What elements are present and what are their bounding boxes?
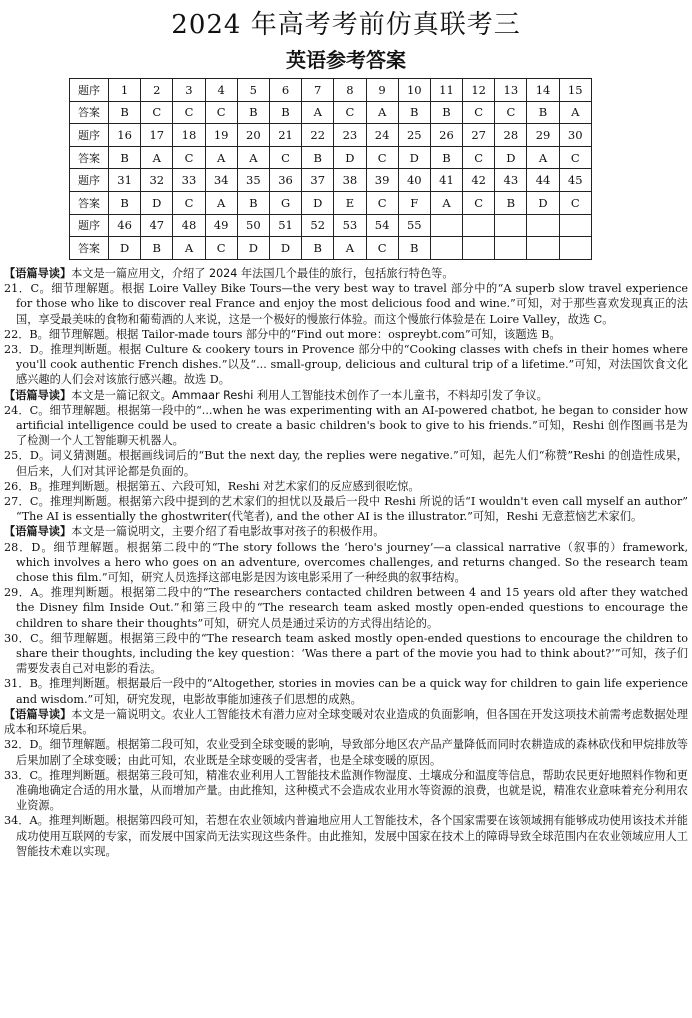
answer-cell: B: [430, 146, 462, 169]
question-number-cell: 29: [527, 124, 559, 147]
question-number-cell: 27: [463, 124, 495, 147]
answer-cell: [495, 237, 527, 260]
question-number-cell: 24: [366, 124, 398, 147]
question-number-cell: 33: [173, 169, 205, 192]
answer-cell: C: [366, 146, 398, 169]
question-number-cell: 10: [398, 79, 430, 102]
row-label: 答案: [70, 146, 109, 169]
answer-cell: C: [173, 191, 205, 214]
question-number-cell: 12: [463, 79, 495, 102]
passage-guide-tag: 【语篇导读】: [4, 388, 72, 402]
answer-cell: A: [430, 191, 462, 214]
question-number-row: [70, 169, 592, 192]
row-label: 题序: [70, 124, 109, 147]
answer-explanation: 30．C。细节理解题。根据第三段中的“The research team asked mostly open-ended questions to encourage the children to share their thoughts, including the key question：‘Was there a part of the movie you had to think about?’”可知，孩子们需要发表自己对电影的看法。: [4, 631, 688, 676]
answer-cell: C: [269, 146, 301, 169]
answer-cell: B: [398, 237, 430, 260]
answer-cell: C: [141, 101, 173, 124]
answer-explanation: 32．D。细节理解题。根据第二段可知，农业受到全球变暖的影响，导致部分地区农产品产量降低而同时农耕造成的森林砍伐和甲烷排放等后果加剧了全球变暖；由此可知，农业既是全球变暖的受害者，也是全球变暖的原因。: [4, 738, 688, 767]
answer-cell: A: [205, 146, 237, 169]
answer-cell: D: [269, 237, 301, 260]
question-number-cell: [527, 214, 559, 237]
answer-cell: A: [366, 101, 398, 124]
question-number-cell: [495, 214, 527, 237]
passage-guide-text: 本文是一篇应用文，介绍了 2024 年法国几个最佳的旅行，包括旅行特色等。: [71, 267, 454, 280]
answer-explanation: 27．C。推理判断题。根据第六段中提到的艺术家们的担忧以及最后一段中 Reshi 所说的话“I wouldn't even call myself an author” “The AI is essentially the ghostwriter(代笔者), and the other AI is the illustrator.”可知，Reshi 无意惹恼艺术家们。: [4, 495, 688, 524]
answer-cell: C: [495, 101, 527, 124]
explanations: [4, 266, 688, 859]
question-number-cell: 9: [366, 79, 398, 102]
answer-cell: C: [173, 146, 205, 169]
answer-cell: [559, 237, 591, 260]
answer-cell: D: [237, 237, 269, 260]
question-number-row: [70, 79, 592, 102]
answer-cell: D: [109, 237, 141, 260]
passage-guide-tag: 【语篇导读】: [4, 707, 72, 721]
answer-cell: G: [269, 191, 301, 214]
answer-cell: C: [334, 101, 366, 124]
answer-cell: F: [398, 191, 430, 214]
question-number-cell: 41: [430, 169, 462, 192]
question-number-cell: 5: [237, 79, 269, 102]
answer-cell: B: [302, 146, 334, 169]
question-number-cell: 45: [559, 169, 591, 192]
question-number-cell: [559, 214, 591, 237]
answer-cell: B: [302, 237, 334, 260]
passage-guide: [4, 707, 688, 737]
answer-cell: D: [141, 191, 173, 214]
answer-row: [70, 191, 592, 214]
answer-cell: B: [237, 191, 269, 214]
row-label: 题序: [70, 214, 109, 237]
row-label: 答案: [70, 101, 109, 124]
question-number-cell: [463, 214, 495, 237]
row-label: 答案: [70, 191, 109, 214]
answer-cell: A: [237, 146, 269, 169]
question-number-cell: 31: [109, 169, 141, 192]
answer-cell: B: [141, 237, 173, 260]
question-number-cell: 8: [334, 79, 366, 102]
question-number-cell: 42: [463, 169, 495, 192]
answer-row: [70, 146, 592, 169]
question-number-cell: 51: [269, 214, 301, 237]
answer-explanation: 24．C。细节理解题。根据第一段中的“...when he was experimenting with an AI-powered chatbot, he began to consider how artificial intelligence could be used to create a basic children's book to give to his friends.”可知，Reshi 创作图画书是为了检测一个人工智能聊天机器人。: [4, 403, 688, 448]
answer-cell: [463, 237, 495, 260]
question-number-cell: 11: [430, 79, 462, 102]
answer-cell: A: [334, 237, 366, 260]
page-title: 2024 年高考考前仿真联考三: [171, 10, 521, 40]
question-number-cell: 47: [141, 214, 173, 237]
question-number-cell: 1: [109, 79, 141, 102]
answer-row: [70, 101, 592, 124]
question-number-cell: 40: [398, 169, 430, 192]
answer-explanation: 31．B。推理判断题。根据最后一段中的“Altogether, stories in movies can be a quick way for children to gain life experience and wisdom.”可知，研究发现，电影故事能加速孩子们思想的成熟。: [4, 677, 688, 706]
answer-cell: C: [463, 146, 495, 169]
answer-cell: C: [463, 191, 495, 214]
question-number-cell: 20: [237, 124, 269, 147]
question-number-cell: [430, 214, 462, 237]
question-number-cell: 28: [495, 124, 527, 147]
question-number-cell: 53: [334, 214, 366, 237]
answer-explanation: 28．D。细节理解题。根据第二段中的“The story follows the ‘hero's journey’—a classical narrative（叙事的）framework, which involves a hero who goes on an adventure, overcomes challenges, and returns changed. So the research team chose this film.”可知，研究人员选择这部电影是因为该电影采用了一种经典的叙事结构。: [4, 540, 688, 585]
passage-guide-text: 本文是一篇记叙文。Ammaar Reshi 利用人工智能技术创作了一本儿童书，不料却引发了争议。: [71, 388, 548, 402]
question-number-cell: 52: [302, 214, 334, 237]
question-number-cell: 2: [141, 79, 173, 102]
question-number-cell: 50: [237, 214, 269, 237]
answer-cell: D: [495, 146, 527, 169]
question-number-cell: 3: [173, 79, 205, 102]
passage-guide: [4, 524, 688, 539]
passage-guide: [4, 266, 688, 281]
question-number-cell: 15: [559, 79, 591, 102]
question-number-cell: 37: [302, 169, 334, 192]
question-number-row: [70, 214, 592, 237]
question-number-cell: 23: [334, 124, 366, 147]
answer-explanation: 33．C。推理判断题。根据第三段可知，精准农业利用人工智能技术监测作物湿度、土壤成分和温度等信息，帮助农民更好地照料作物和更准确地确定合适的用水量，从而增加产量。由此推知，这种模式不会造成农业用水等资源的浪费，也就是说，精准农业意味着充分利用农业资源。: [4, 768, 688, 813]
question-number-cell: 44: [527, 169, 559, 192]
answer-cell: C: [205, 237, 237, 260]
question-number-cell: 34: [205, 169, 237, 192]
question-number-cell: 7: [302, 79, 334, 102]
row-label: 题序: [70, 79, 109, 102]
question-number-cell: 30: [559, 124, 591, 147]
answer-explanation: 26．B。推理判断题。根据第五、六段可知，Reshi 对艺术家们的反应感到很吃惊。: [4, 479, 420, 493]
answer-explanation: 23．D。推理判断题。根据 Culture & cookery tours in Provence 部分中的“Cooking classes with chefs in their homes where you'll cook authentic French dishes.”以及“... small-group, delicious and cultural trip of a lifetime.”可知，对法国饮食文化感兴趣的人们会对该旅行感兴趣。故选 D。: [4, 343, 688, 387]
answer-cell: A: [527, 146, 559, 169]
row-label: 答案: [70, 237, 109, 260]
answer-cell: A: [141, 146, 173, 169]
answer-cell: B: [495, 191, 527, 214]
passage-guide-text: 本文是一篇说明文。农业人工智能技术有潜力应对全球变暖对农业造成的负面影响，但各国在开发这项技术前需考虑数据处理成本和环境后果。: [4, 707, 688, 737]
answer-cell: D: [334, 146, 366, 169]
question-number-cell: 43: [495, 169, 527, 192]
answer-table: [69, 78, 592, 260]
answer-cell: [430, 237, 462, 260]
question-number-cell: 4: [205, 79, 237, 102]
answer-explanation: 34．A。推理判断题。根据第四段可知，若想在农业领域内普遍地应用人工智能技术，各个国家需要在该领域拥有能够成功使用该技术并能成功使用互联网的专家，而发展中国家尚无法实现这些条件。由此推知，发展中国家在技术上的障碍导致全球范围内在农业领域应用人工智能技术难以实现。: [4, 814, 688, 858]
question-number-cell: 39: [366, 169, 398, 192]
question-number-cell: 6: [269, 79, 301, 102]
page-subtitle: 英语参考答案: [286, 48, 406, 72]
question-number-cell: 22: [302, 124, 334, 147]
answer-explanation: 22．B。细节理解题。根据 Tailor-made tours 部分中的“Find out more：ospreybt.com”可知，该题选 B。: [4, 327, 561, 341]
question-number-cell: 54: [366, 214, 398, 237]
question-number-row: [70, 124, 592, 147]
question-number-cell: 14: [527, 79, 559, 102]
question-number-cell: 17: [141, 124, 173, 147]
question-number-cell: 46: [109, 214, 141, 237]
question-number-cell: 21: [269, 124, 301, 147]
answer-cell: D: [302, 191, 334, 214]
passage-guide-text: 本文是一篇说明文，主要介绍了看电影故事对孩子的积极作用。: [71, 525, 385, 539]
answer-cell: B: [109, 101, 141, 124]
question-number-cell: 16: [109, 124, 141, 147]
question-number-cell: 19: [205, 124, 237, 147]
question-number-cell: 38: [334, 169, 366, 192]
question-number-cell: 25: [398, 124, 430, 147]
answer-cell: C: [366, 237, 398, 260]
question-number-cell: 55: [398, 214, 430, 237]
passage-guide-tag: 【语篇导读】: [4, 525, 72, 539]
answer-cell: A: [205, 191, 237, 214]
answer-cell: B: [237, 101, 269, 124]
answer-cell: A: [559, 101, 591, 124]
question-number-cell: 13: [495, 79, 527, 102]
row-label: 题序: [70, 169, 109, 192]
answer-cell: C: [205, 101, 237, 124]
question-number-cell: 18: [173, 124, 205, 147]
answer-cell: B: [109, 146, 141, 169]
question-number-cell: 36: [269, 169, 301, 192]
question-number-cell: 48: [173, 214, 205, 237]
answer-cell: [527, 237, 559, 260]
answer-cell: B: [527, 101, 559, 124]
answer-cell: A: [173, 237, 205, 260]
answer-explanation: 25．D。词义猜测题。根据画线词后的“But the next day, the replies were negative.”可知，起先人们“称赞”Reshi 的创造性成果，但后来，人们对其评论都是负面的。: [4, 449, 688, 478]
question-number-cell: 32: [141, 169, 173, 192]
passage-guide: [4, 388, 688, 403]
answer-cell: A: [302, 101, 334, 124]
answer-row: [70, 237, 592, 260]
answer-cell: C: [559, 146, 591, 169]
answer-cell: B: [109, 191, 141, 214]
answer-cell: E: [334, 191, 366, 214]
answer-cell: C: [173, 101, 205, 124]
answer-cell: D: [398, 146, 430, 169]
answer-cell: B: [269, 101, 301, 124]
answer-explanation: 29．A。推理判断题。根据第二段中的“The researchers contacted children between 4 and 15 years old after they watched the Disney film Inside Out.”和第三段中的“The research team asked mostly open-ended questions to encourage the children to share their thoughts”可知，研究人员是通过采访的方式得出结论的。: [4, 586, 688, 630]
answer-cell: B: [398, 101, 430, 124]
passage-guide-tag: 【语篇导读】: [4, 267, 72, 280]
answer-cell: C: [463, 101, 495, 124]
answer-cell: C: [559, 191, 591, 214]
question-number-cell: 35: [237, 169, 269, 192]
question-number-cell: 26: [430, 124, 462, 147]
answer-explanation: 21．C。细节理解题。根据 Loire Valley Bike Tours—the very best way to travel 部分中的“A superb slow travel experience for those who like to discover real France and enjoy the most delicious food and wine.”可知，对于那些喜欢发现真正的法国，享受最美味的食物和葡萄酒的人来说，这是一个极好的慢旅行体验。而这个慢旅行体验是在 Loire Valley，故选 C。: [4, 282, 688, 326]
answer-cell: B: [430, 101, 462, 124]
answer-cell: D: [527, 191, 559, 214]
question-number-cell: 49: [205, 214, 237, 237]
answer-cell: C: [366, 191, 398, 214]
